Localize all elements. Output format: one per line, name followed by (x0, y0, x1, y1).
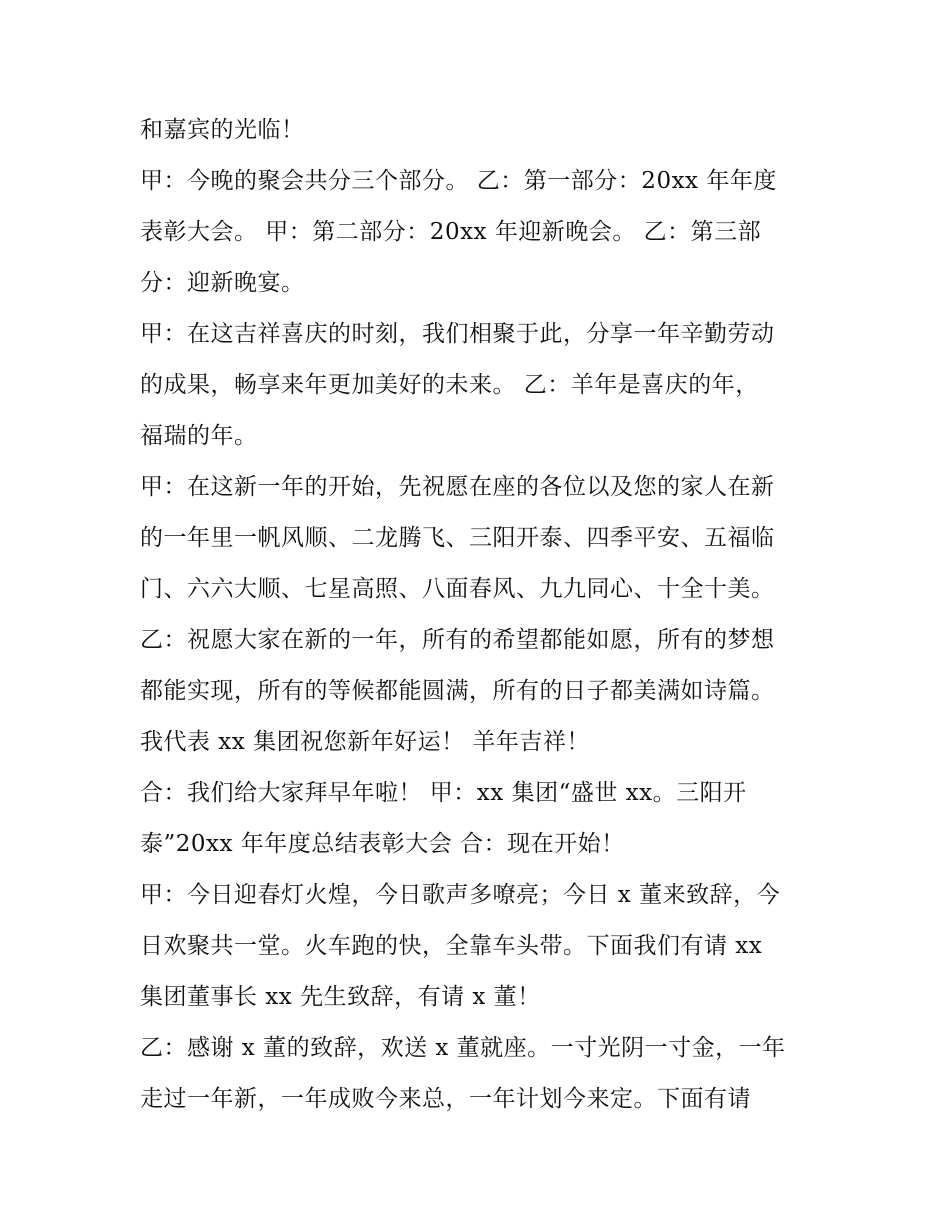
text-line: 甲：在这吉祥喜庆的时刻，我们相聚于此，分享一年辛勤劳动 (140, 321, 775, 347)
text-line: 乙：感谢 x 董的致辞，欢送 x 董就座。一寸光阴一寸金，一年 (140, 1035, 786, 1061)
text-line: 福瑞的年。 (140, 423, 258, 449)
text-line: 甲：今晚的聚会共分三个部分。 乙：第一部分：20xx 年年度 (140, 168, 777, 194)
text-line: 泰”20xx 年年度总结表彰大会 合：现在开始！ (140, 831, 625, 857)
text-line: 乙：祝愿大家在新的一年，所有的希望都能如愿，所有的梦想 (140, 627, 775, 653)
text-line: 甲：今日迎春灯火煌，今日歌声多嘹亮；今日 x 董来致辞，今 (140, 882, 781, 908)
text-line: 门、六六大顺、七星高照、八面春风、九九同心、十全十美。 (140, 576, 775, 602)
text-line: 都能实现，所有的等候都能圆满，所有的日子都美满如诗篇。 (140, 678, 775, 704)
document-body (140, 105, 830, 1125)
text-line: 甲：在这新一年的开始，先祝愿在座的各位以及您的家人在新 (140, 474, 775, 500)
text-line: 集团董事长 xx 先生致辞，有请 x 董！ (140, 984, 541, 1010)
text-line: 的一年里一帆风顺、二龙腾飞、三阳开泰、四季平安、五福临 (140, 525, 775, 551)
text-line: 走过一年新，一年成败今来总，一年计划今来定。下面有请 (140, 1086, 751, 1112)
text-line: 合：我们给大家拜早年啦！ 甲：xx 集团“盛世 xx。三阳开 (140, 780, 747, 806)
text-line: 表彰大会。 甲：第二部分：20xx 年迎新晚会。 乙：第三部 (140, 219, 762, 245)
text-line: 的成果，畅享来年更加美好的未来。 乙：羊年是喜庆的年， (140, 372, 759, 398)
text-line: 分：迎新晚宴。 (140, 270, 305, 296)
text-line: 日欢聚共一堂。火车跑的快，全靠车头带。下面我们有请 xx (140, 933, 763, 959)
text-line: 我代表 xx 集团祝您新年好运！ 羊年吉祥！ (140, 729, 590, 755)
text-line: 和嘉宾的光临！ (140, 117, 305, 143)
